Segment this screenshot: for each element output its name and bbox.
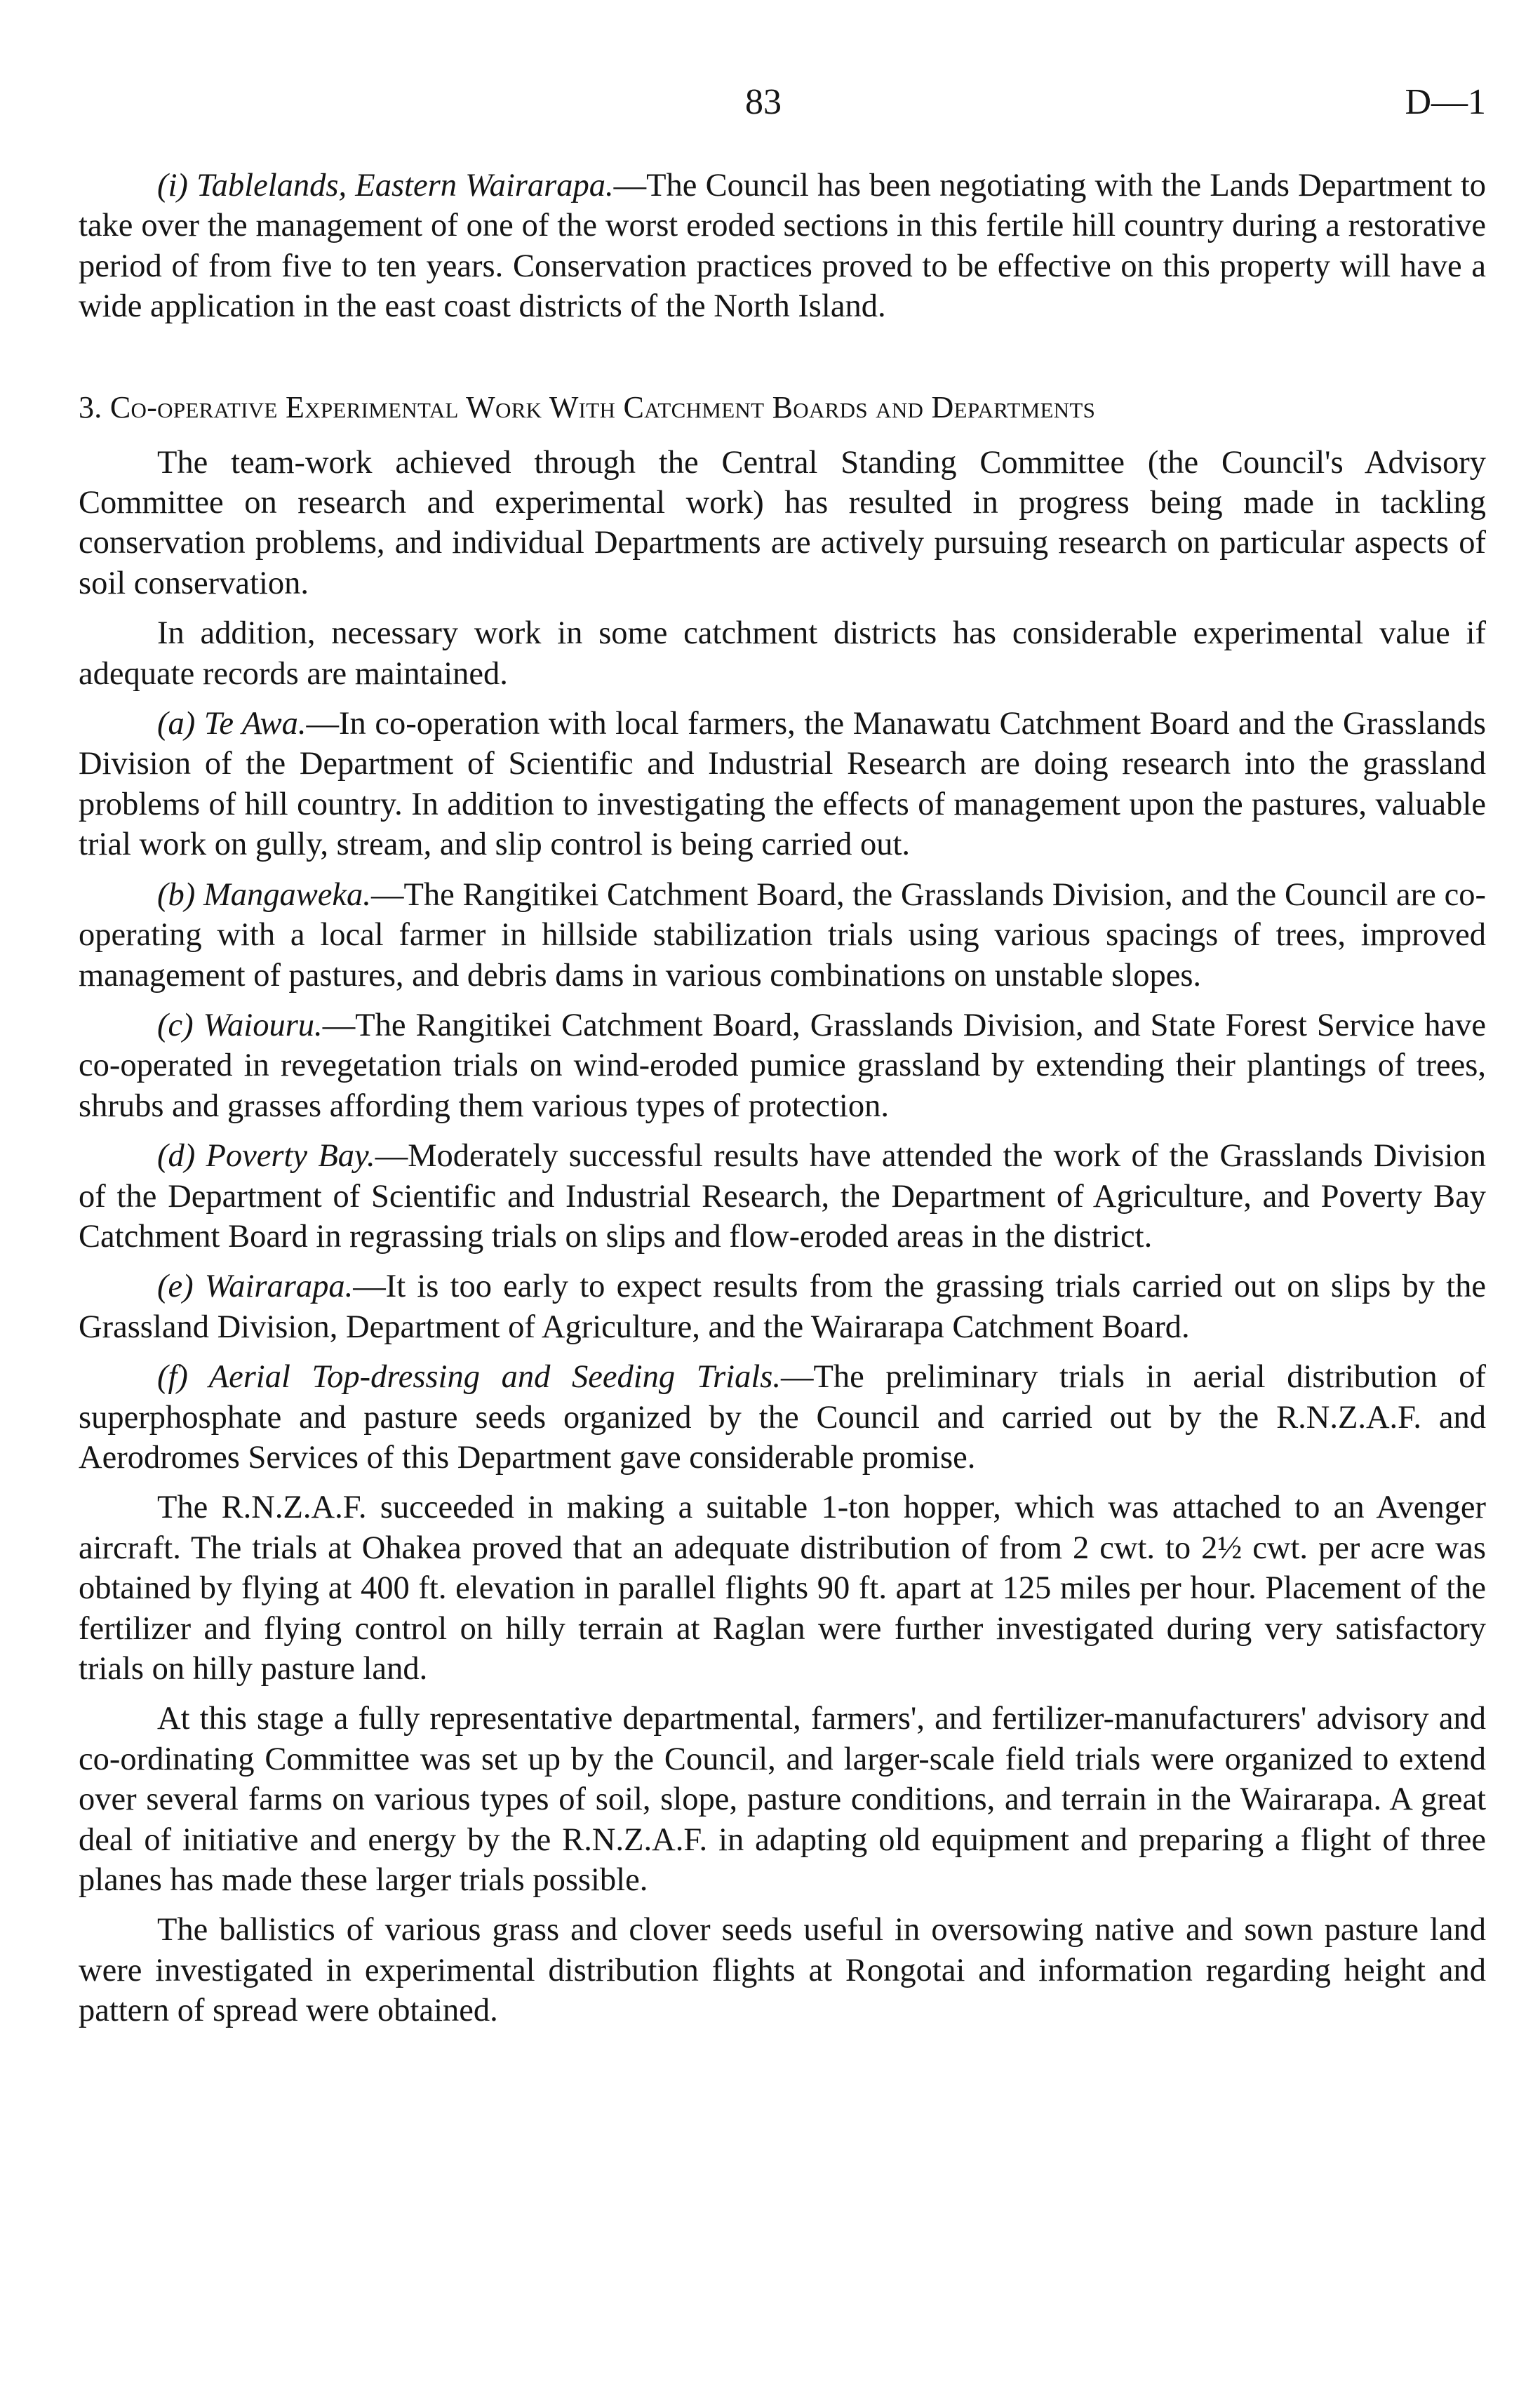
item-text: —Moderately successful results have attended the work of the Grasslands Division of the Department of Scientific and Industrial Research, the Department of Agriculture, and Poverty Bay Catchment Board in regrassing trials on slips and flow-eroded areas in the district.	[79, 1138, 1486, 1255]
item-label: (c)	[157, 1007, 203, 1043]
paragraph-te-awa	[79, 704, 1486, 865]
item-title: Tablelands, Eastern Wairarapa.	[196, 168, 614, 203]
item-title: Waiouru.	[203, 1007, 323, 1043]
item-title: Mangaweka.	[203, 876, 371, 913]
item-text: —It is too early to expect results from the grassing trials carried out on slips by the Grassland Division, Department of Agriculture, and the Wairarapa Catchment Board.	[79, 1269, 1487, 1345]
paragraph-tablelands	[79, 166, 1486, 327]
paragraph-rnzaf-hopper: The R.N.Z.A.F. succeeded in making a suitable 1-ton hopper, which was attached to an Avenger aircraft. The trials at Ohakea proved that an adequate distribution of from 2 cwt. to 2½ cwt. per acre was obtained by flying at 400 ft. elevation in parallel flights 90 ft. apart at 125 miles per hour. Placement of the fertilizer and flying control on hilly terrain at Raglan were further investigated during very satisfactory trials on hilly pasture land.	[79, 1490, 1486, 1687]
item-text: —The Council has been negotiating with the Lands Department to take over the management of one of the worst eroded sections in this fertile hill country during a restorative period of from five to ten years. Conservation practices proved to be effective on this property will have a wide application in the east coast districts of the North Island.	[79, 168, 1487, 325]
paragraph-in-addition: In addition, necessary work in some catchment districts has considerable experimental value if adequate records are maintained.	[79, 615, 1486, 692]
item-label: (b)	[157, 876, 204, 913]
paragraph-committee: At this stage a fully representative departmental, farmers', and fertilizer-manufacturers' advisory and co-ordinating Committee was set up by the Council, and larger-scale field trials were organized to extend over several farms on various types of soil, slope, pasture conditions, and terrain in the Wairarapa. A great deal of initiative and energy by the R.N.Z.A.F. in adapting old equipment and preparing a flight of three planes has made these larger trials possible.	[79, 1701, 1486, 1899]
item-label: (a)	[157, 706, 204, 742]
document-code: D—1	[1405, 82, 1486, 122]
paragraph-ballistics: The ballistics of various grass and clover seeds useful in oversowing native and sown pasture land were investigated in experimental distribution flights at Rongotai and information regarding height and pattern of spread were obtained.	[79, 1912, 1486, 2029]
item-label: (i)	[157, 168, 197, 203]
item-text: —In co-operation with local farmers, the Manawatu Catchment Board and the Grasslands Division of the Department of Scientific and Industrial Research are doing research into the grassland problems of hill country. In addition to investigating the effects of management upon the pastures, valuable trial work on gully, stream, and slip control is being carried out.	[79, 706, 1486, 863]
item-title: Te Awa.	[203, 706, 307, 742]
item-label: (f)	[157, 1359, 209, 1396]
page-header	[79, 84, 1486, 140]
item-title: Wairarapa.	[204, 1269, 354, 1305]
item-text: —The preliminary trials in aerial distribution of superphosphate and pasture seeds organized by the Council and carried out by the R.N.Z.A.F. and Aerodromes Services of this Department gave considerable promise.	[79, 1359, 1486, 1476]
paragraph-poverty-bay	[79, 1136, 1486, 1257]
item-text: —The Rangitikei Catchment Board, the Grasslands Division, and the Council are co-operating with a local farmer in hillside stabilization trials using various spacings of trees, improved management of pastures, and debris dams in various combinations on unstable slopes.	[79, 876, 1486, 994]
page-number: 83	[745, 82, 782, 122]
item-title: Poverty Bay.	[206, 1138, 375, 1175]
item-label: (d)	[157, 1138, 206, 1175]
section-heading: 3. Co-operative Experimental Work With Catchment Boards and Departments	[79, 389, 1096, 424]
paragraph-aerial-trials	[79, 1357, 1486, 1478]
paragraph-team-work: The team-work achieved through the Central Standing Committee (the Council's Advisory Committee on research and experimental work) has resulted in progress being made in tackling conservation problems, and individual Departments are actively pursuing research on particular aspects of soil conservation.	[79, 444, 1486, 601]
paragraph-waiouru	[79, 1005, 1486, 1126]
document-page	[79, 84, 1486, 2031]
paragraph-wairarapa	[79, 1266, 1486, 1347]
item-title: Aerial Top-dressing and Seeding Trials.	[208, 1359, 781, 1396]
item-text: —The Rangitikei Catchment Board, Grasslands Division, and State Forest Service have co-operated in revegetation trials on wind-eroded pumice grassland by extending their plantings of trees, shrubs and grasses affording them various types of protection.	[79, 1007, 1486, 1124]
paragraph-mangaweka	[79, 875, 1486, 996]
item-label: (e)	[157, 1269, 205, 1305]
